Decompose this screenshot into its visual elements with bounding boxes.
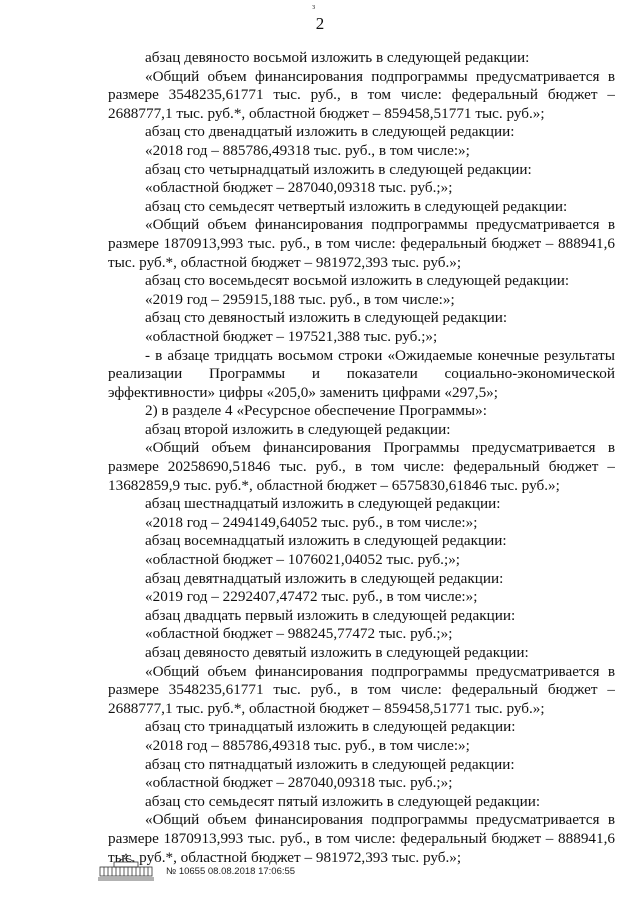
text-line: «областной бюджет – 197521,388 тыс. руб.;»;	[145, 327, 438, 345]
page-number: 2	[315, 14, 325, 33]
text-line: абзац сто пятнадцатый изложить в следующей редакции:	[145, 755, 515, 773]
text-line: абзац второй изложить в следующей редакции:	[145, 420, 451, 438]
text-line: размере 3548235,61771 тыс. руб., в том числе: федеральный бюджет –	[108, 681, 615, 699]
text-line: «Общий объем финансирования подпрограммы предусматривается в	[145, 67, 615, 85]
text-line: абзац шестнадцатый изложить в следующей редакции:	[145, 495, 501, 513]
text-line: абзац сто двенадцатый изложить в следующей редакции:	[145, 123, 515, 141]
text-line: - в абзаце тридцать восьмом строки «Ожидаемые конечные результаты	[145, 346, 615, 364]
text-line: размере 3548235,61771 тыс. руб., в том числе: федеральный бюджет –	[108, 86, 615, 104]
text-line: размере 20258690,51846 тыс. руб., в том числе: федеральный бюджет –	[108, 458, 615, 476]
text-line: реализации Программы и показатели социально-экономической	[108, 365, 615, 383]
text-line: «2018 год – 885786,49318 тыс. руб., в том числе:»;	[145, 736, 470, 754]
registration-stamp-text: № 10655 08.08.2018 17:06:55	[166, 866, 296, 877]
text-line: абзац двадцать первый изложить в следующей редакции:	[145, 606, 516, 624]
text-line: абзац сто семьдесят пятый изложить в следующей редакции:	[145, 792, 541, 810]
text-line: абзац девятнадцатый изложить в следующей редакции:	[145, 569, 504, 587]
text-line: «2019 год – 2292407,47472 тыс. руб., в том числе:»;	[145, 588, 478, 606]
text-line: 2688777,1 тыс. руб.*, областной бюджет – 859458,51771 тыс. руб.»;	[108, 699, 545, 717]
footer	[96, 853, 396, 889]
text-line: эффективности» цифры «205,0» заменить цифрами «297,5»;	[108, 383, 498, 401]
text-line: «2019 год – 295915,188 тыс. руб., в том числе:»;	[145, 290, 455, 308]
text-line: «областной бюджет – 287040,09318 тыс. руб.;»;	[145, 179, 453, 197]
text-line: размере 1870913,993 тыс. руб., в том числе: федеральный бюджет – 888941,6	[108, 234, 615, 252]
text-line: абзац сто восемьдесят восьмой изложить в следующей редакции:	[145, 272, 570, 290]
text-line: 2688777,1 тыс. руб.*, областной бюджет – 859458,51771 тыс. руб.»;	[108, 104, 545, 122]
text-line: абзац сто семьдесят четвертый изложить в следующей редакции:	[145, 197, 568, 215]
text-line: «областной бюджет – 1076021,04052 тыс. руб.;»;	[145, 551, 461, 569]
text-line: «Общий объем финансирования подпрограммы предусматривается в	[145, 216, 615, 234]
text-line: абзац восемнадцатый изложить в следующей редакции:	[145, 532, 507, 550]
text-line: абзац девяносто девятый изложить в следующей редакции:	[145, 644, 529, 661]
government-building-stamp-icon	[96, 853, 156, 883]
text-line: «областной бюджет – 287040,09318 тыс. руб.;»;	[145, 774, 453, 792]
text-line: «Общий объем финансирования подпрограммы предусматривается в	[145, 662, 615, 680]
text-line: размере 1870913,993 тыс. руб., в том числе: федеральный бюджет – 888941,6	[108, 829, 615, 847]
text-line: абзац сто тринадцатый изложить в следующей редакции:	[145, 718, 516, 736]
text-line: «2018 год – 885786,49318 тыс. руб., в том числе:»;	[145, 141, 470, 159]
text-line: «Общий объем финансирования подпрограммы предусматривается в	[145, 811, 615, 829]
text-line: 2) в разделе 4 «Ресурсное обеспечение Программы»:	[145, 402, 487, 420]
text-line: абзац сто девяностый изложить в следующей редакции:	[145, 309, 508, 327]
text-line: абзац девяносто восьмой изложить в следующей редакции:	[145, 49, 530, 66]
text-line: «областной бюджет – 988245,77472 тыс. руб.;»;	[145, 625, 453, 643]
text-line: тыс. руб.*, областной бюджет – 981972,393 тыс. руб.»;	[108, 253, 462, 271]
text-line: 13682859,9 тыс. руб.*, областной бюджет – 6575830,61846 тыс. руб.»;	[108, 476, 560, 494]
top-mark: з	[312, 2, 316, 11]
text-line: тыс. руб.*, областной бюджет – 981972,393 тыс. руб.»;	[108, 848, 462, 866]
text-line: «Общий объем финансирования Программы предусматривается в	[145, 439, 615, 457]
text-line: абзац сто четырнадцатый изложить в следующей редакции:	[145, 160, 532, 178]
text-line: «2018 год – 2494149,64052 тыс. руб., в том числе:»;	[145, 513, 478, 531]
document-body	[108, 49, 615, 867]
